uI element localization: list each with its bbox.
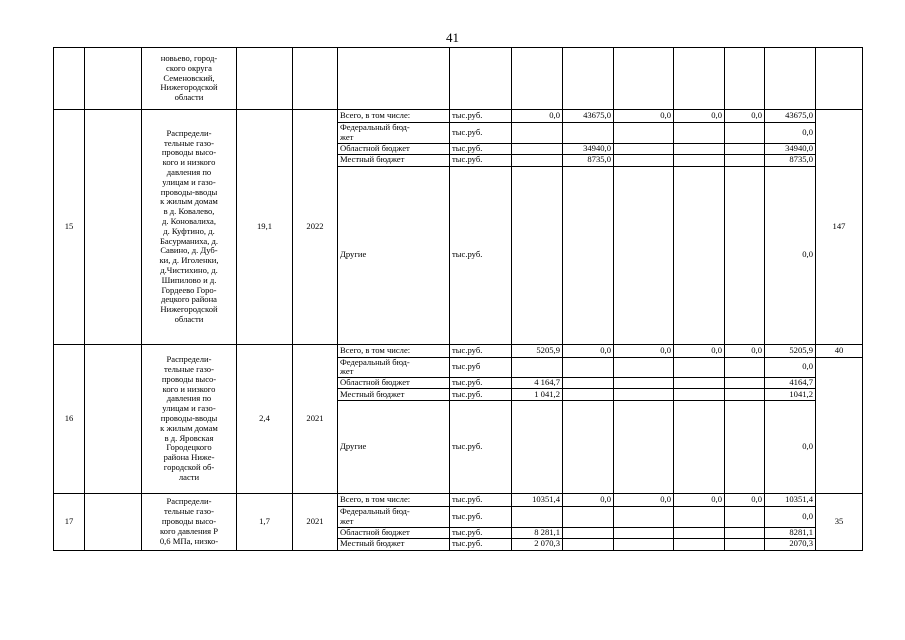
funding-value: 4 164,7 xyxy=(512,378,563,389)
funding-value: 2 070,3 xyxy=(512,538,563,550)
funding-value: 0,0 xyxy=(614,110,674,123)
funding-value xyxy=(563,389,614,401)
funding-value: 10351,4 xyxy=(512,494,563,507)
funding-value xyxy=(674,538,725,550)
funding-value xyxy=(614,401,674,494)
funding-value xyxy=(614,527,674,538)
project-right-value: 40 xyxy=(816,344,863,357)
funding-value: 5205,9 xyxy=(512,344,563,357)
funding-value: 1 041,2 xyxy=(512,389,563,401)
project-empty-cell xyxy=(85,344,142,494)
funding-unit: тыс.руб. xyxy=(450,143,512,154)
funding-value xyxy=(563,378,614,389)
funding-value: 0,0 xyxy=(674,110,725,123)
funding-value xyxy=(674,357,725,378)
funding-value xyxy=(674,401,725,494)
funding-value: 0,0 xyxy=(563,494,614,507)
carryover-value-cell xyxy=(512,48,563,110)
project-length: 19,1 xyxy=(237,110,293,345)
funding-value xyxy=(725,527,765,538)
funding-value: 43675,0 xyxy=(563,110,614,123)
funding-value xyxy=(512,166,563,344)
funding-unit: тыс.руб. xyxy=(450,494,512,507)
funding-value xyxy=(674,123,725,144)
project-location: Распредели- тельные газо- проводы высо- кого и низкого давления по улицам и газо- проводы-вводы к жилым домам в д. Яровская Городецкого района Ниже- городской об- ласти xyxy=(142,344,237,494)
carryover-value-cell xyxy=(765,48,816,110)
funding-value xyxy=(725,143,765,154)
investment-table xyxy=(53,47,863,551)
funding-source: Другие xyxy=(338,166,450,344)
project-number: 15 xyxy=(54,110,85,345)
funding-source: Местный бюджет xyxy=(338,538,450,550)
carryover-value-cell xyxy=(563,48,614,110)
funding-unit: тыс.руб. xyxy=(450,123,512,144)
funding-total: 0,0 xyxy=(765,401,816,494)
funding-value xyxy=(614,389,674,401)
funding-source: Местный бюджет xyxy=(338,389,450,401)
project-number: 16 xyxy=(54,344,85,494)
funding-value xyxy=(563,357,614,378)
funding-value xyxy=(614,123,674,144)
funding-value xyxy=(614,154,674,166)
funding-unit: тыс.руб. xyxy=(450,110,512,123)
funding-value: 0,0 xyxy=(674,494,725,507)
funding-value xyxy=(674,507,725,528)
funding-source: Областной бюджет xyxy=(338,143,450,154)
funding-total: 2070,3 xyxy=(765,538,816,550)
funding-value xyxy=(614,357,674,378)
funding-value: 0,0 xyxy=(512,110,563,123)
funding-value: 0,0 xyxy=(725,110,765,123)
funding-value xyxy=(725,154,765,166)
funding-unit: тыс.руб. xyxy=(450,389,512,401)
funding-total: 0,0 xyxy=(765,507,816,528)
funding-total: 0,0 xyxy=(765,123,816,144)
funding-value xyxy=(725,507,765,528)
funding-source: Местный бюджет xyxy=(338,154,450,166)
funding-value xyxy=(674,527,725,538)
funding-total: 8281,1 xyxy=(765,527,816,538)
funding-source: Федеральный бюд- жет xyxy=(338,123,450,144)
carryover-right-cell xyxy=(816,48,863,110)
funding-unit: тыс.руб. xyxy=(450,507,512,528)
funding-unit: тыс.руб. xyxy=(450,401,512,494)
funding-unit: тыс.руб. xyxy=(450,538,512,550)
project-length: 1,7 xyxy=(237,494,293,551)
funding-unit: тыс.руб. xyxy=(450,378,512,389)
carryover-empty-cell xyxy=(85,48,142,110)
funding-value: 0,0 xyxy=(563,344,614,357)
funding-total: 4164,7 xyxy=(765,378,816,389)
project-empty-cell xyxy=(85,110,142,345)
table-row xyxy=(54,110,863,123)
funding-source: Федеральный бюд- жет xyxy=(338,357,450,378)
funding-value: 8 281,1 xyxy=(512,527,563,538)
table-row xyxy=(54,344,863,357)
carryover-row xyxy=(54,48,863,110)
funding-value xyxy=(674,389,725,401)
funding-value xyxy=(563,538,614,550)
funding-value xyxy=(725,389,765,401)
funding-unit: тыс.руб. xyxy=(450,154,512,166)
project-year: 2021 xyxy=(293,494,338,551)
funding-value xyxy=(614,166,674,344)
funding-value xyxy=(674,154,725,166)
project-right-value: 147 xyxy=(816,110,863,345)
carryover-source-cell xyxy=(338,48,450,110)
project-right-empty xyxy=(816,357,863,494)
funding-value: 0,0 xyxy=(614,494,674,507)
funding-value xyxy=(725,357,765,378)
carryover-value-cell xyxy=(674,48,725,110)
funding-unit: тыс.руб xyxy=(450,357,512,378)
project-right-value: 35 xyxy=(816,494,863,551)
funding-value xyxy=(614,378,674,389)
funding-value xyxy=(563,527,614,538)
funding-unit: тыс.руб. xyxy=(450,344,512,357)
project-location: Распредели- тельные газо- проводы высо- кого и низкого давления по улицам и газо- проводы-вводы к жилым домам в д. Ковалево, д. Коновалиха, д. Куфтино, д. Басурманиха, д. Савино, д. Дуб- ки, д. Иголенки, д.Чистихино, д. Шипилово и д. Гордеево Горо- децкого района Нижегородской области xyxy=(142,110,237,345)
carryover-location: новьево, город- ского округа Семеновский, Нижегородской области xyxy=(142,48,237,110)
funding-total: 5205,9 xyxy=(765,344,816,357)
funding-value xyxy=(563,507,614,528)
funding-value xyxy=(674,166,725,344)
carryover-length-cell xyxy=(237,48,293,110)
funding-value: 34940,0 xyxy=(563,143,614,154)
funding-total: 43675,0 xyxy=(765,110,816,123)
funding-value xyxy=(563,166,614,344)
funding-total: 34940,0 xyxy=(765,143,816,154)
funding-source: Областной бюджет xyxy=(338,378,450,389)
funding-value: 0,0 xyxy=(725,494,765,507)
project-year: 2021 xyxy=(293,344,338,494)
funding-value xyxy=(512,507,563,528)
funding-value xyxy=(512,143,563,154)
funding-total: 8735,0 xyxy=(765,154,816,166)
funding-source: Всего, в том числе: xyxy=(338,494,450,507)
funding-value xyxy=(725,123,765,144)
funding-value xyxy=(512,401,563,494)
funding-value: 0,0 xyxy=(725,344,765,357)
project-length: 2,4 xyxy=(237,344,293,494)
funding-value xyxy=(563,123,614,144)
funding-value xyxy=(614,507,674,528)
funding-unit: тыс.руб. xyxy=(450,166,512,344)
funding-value xyxy=(725,401,765,494)
funding-value xyxy=(512,357,563,378)
funding-value xyxy=(563,401,614,494)
project-number: 17 xyxy=(54,494,85,551)
funding-value xyxy=(725,166,765,344)
funding-source: Областной бюджет xyxy=(338,527,450,538)
funding-source: Федеральный бюд- жет xyxy=(338,507,450,528)
funding-value xyxy=(674,378,725,389)
funding-total: 0,0 xyxy=(765,166,816,344)
funding-value xyxy=(614,143,674,154)
funding-source: Другие xyxy=(338,401,450,494)
funding-source: Всего, в том числе: xyxy=(338,344,450,357)
table-body xyxy=(54,48,863,551)
page-number: 41 xyxy=(446,30,459,45)
funding-total: 1041,2 xyxy=(765,389,816,401)
carryover-year-cell xyxy=(293,48,338,110)
carryover-value-cell xyxy=(614,48,674,110)
project-location: Распредели- тельные газо- проводы высо- кого давления Р 0,6 МПа, низко- xyxy=(142,494,237,551)
funding-value xyxy=(725,538,765,550)
funding-source: Всего, в том числе: xyxy=(338,110,450,123)
project-empty-cell xyxy=(85,494,142,551)
funding-value xyxy=(674,143,725,154)
carryover-unit-cell xyxy=(450,48,512,110)
funding-total: 10351,4 xyxy=(765,494,816,507)
funding-total: 0,0 xyxy=(765,357,816,378)
funding-unit: тыс.руб. xyxy=(450,527,512,538)
project-year: 2022 xyxy=(293,110,338,345)
funding-value xyxy=(725,378,765,389)
carryover-value-cell xyxy=(725,48,765,110)
funding-value xyxy=(512,154,563,166)
funding-value: 8735,0 xyxy=(563,154,614,166)
funding-value xyxy=(614,538,674,550)
funding-value xyxy=(512,123,563,144)
carryover-num-cell xyxy=(54,48,85,110)
funding-value: 0,0 xyxy=(614,344,674,357)
funding-value: 0,0 xyxy=(674,344,725,357)
table-row xyxy=(54,494,863,507)
